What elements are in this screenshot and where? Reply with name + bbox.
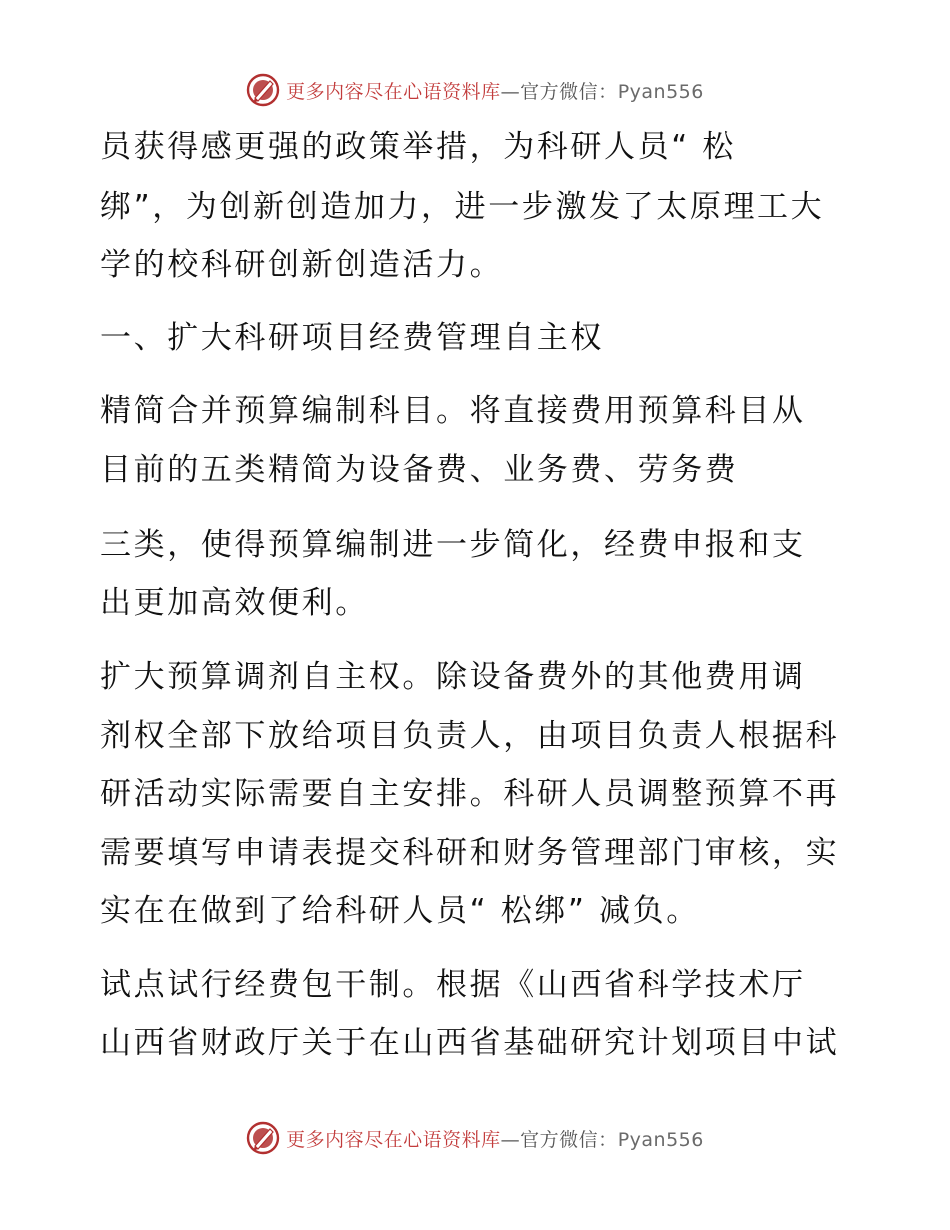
footer-watermark: [0, 1118, 950, 1158]
body-line: 出更加高效便利。: [100, 585, 369, 621]
header-watermark: [0, 70, 950, 110]
body-line: 目前的五类精简为设备费、业务费、劳务费: [100, 452, 739, 488]
body-line: 剂权全部下放给项目负责人，由项目负责人根据科: [100, 718, 840, 754]
body-line: 需要填写申请表提交科研和财务管理部门审核，实: [100, 835, 840, 871]
watermark-main-text: 更多内容尽在心语资料库: [286, 80, 501, 103]
watermark-main-text: 更多内容尽在心语资料库: [286, 1128, 501, 1151]
watermark-text: [286, 1125, 704, 1152]
body-line: 山西省财政厅关于在山西省基础研究计划项目中试: [100, 1025, 840, 1061]
watermark-wechat-id: Pyan556: [617, 1128, 704, 1151]
body-line: 扩大预算调剂自主权。除设备费外的其他费用调: [100, 659, 806, 695]
watermark-wechat-label: 官方微信：: [520, 1128, 618, 1151]
body-line: 试点试行经费包干制。根据《山西省科学技术厅: [100, 967, 806, 1003]
body-line: 三类，使得预算编制进一步简化，经费申报和支: [100, 527, 806, 563]
body-line: 绑”，为创新创造加力，进一步激发了太原理工大: [100, 189, 825, 225]
watermark-wechat-label: 官方微信：: [520, 80, 618, 103]
watermark-text: [286, 77, 704, 104]
body-line: 精简合并预算编制科目。将直接费用预算科目从: [100, 393, 806, 429]
pen-logo-icon: [246, 73, 280, 107]
body-line: 实在在做到了给科研人员“ 松绑” 减负。: [100, 893, 700, 929]
section-heading: 一、扩大科研项目经费管理自主权: [100, 320, 604, 356]
pen-logo-icon: [246, 1121, 280, 1155]
watermark-wechat-id: Pyan556: [617, 80, 704, 103]
body-line: 学的校科研创新创造活力。: [100, 247, 504, 283]
watermark-separator: —: [500, 1128, 521, 1151]
body-line: 研活动实际需要自主安排。科研人员调整预算不再: [100, 776, 840, 812]
body-line: 员获得感更强的政策举措，为科研人员“ 松: [100, 129, 736, 165]
watermark-separator: —: [500, 80, 521, 103]
